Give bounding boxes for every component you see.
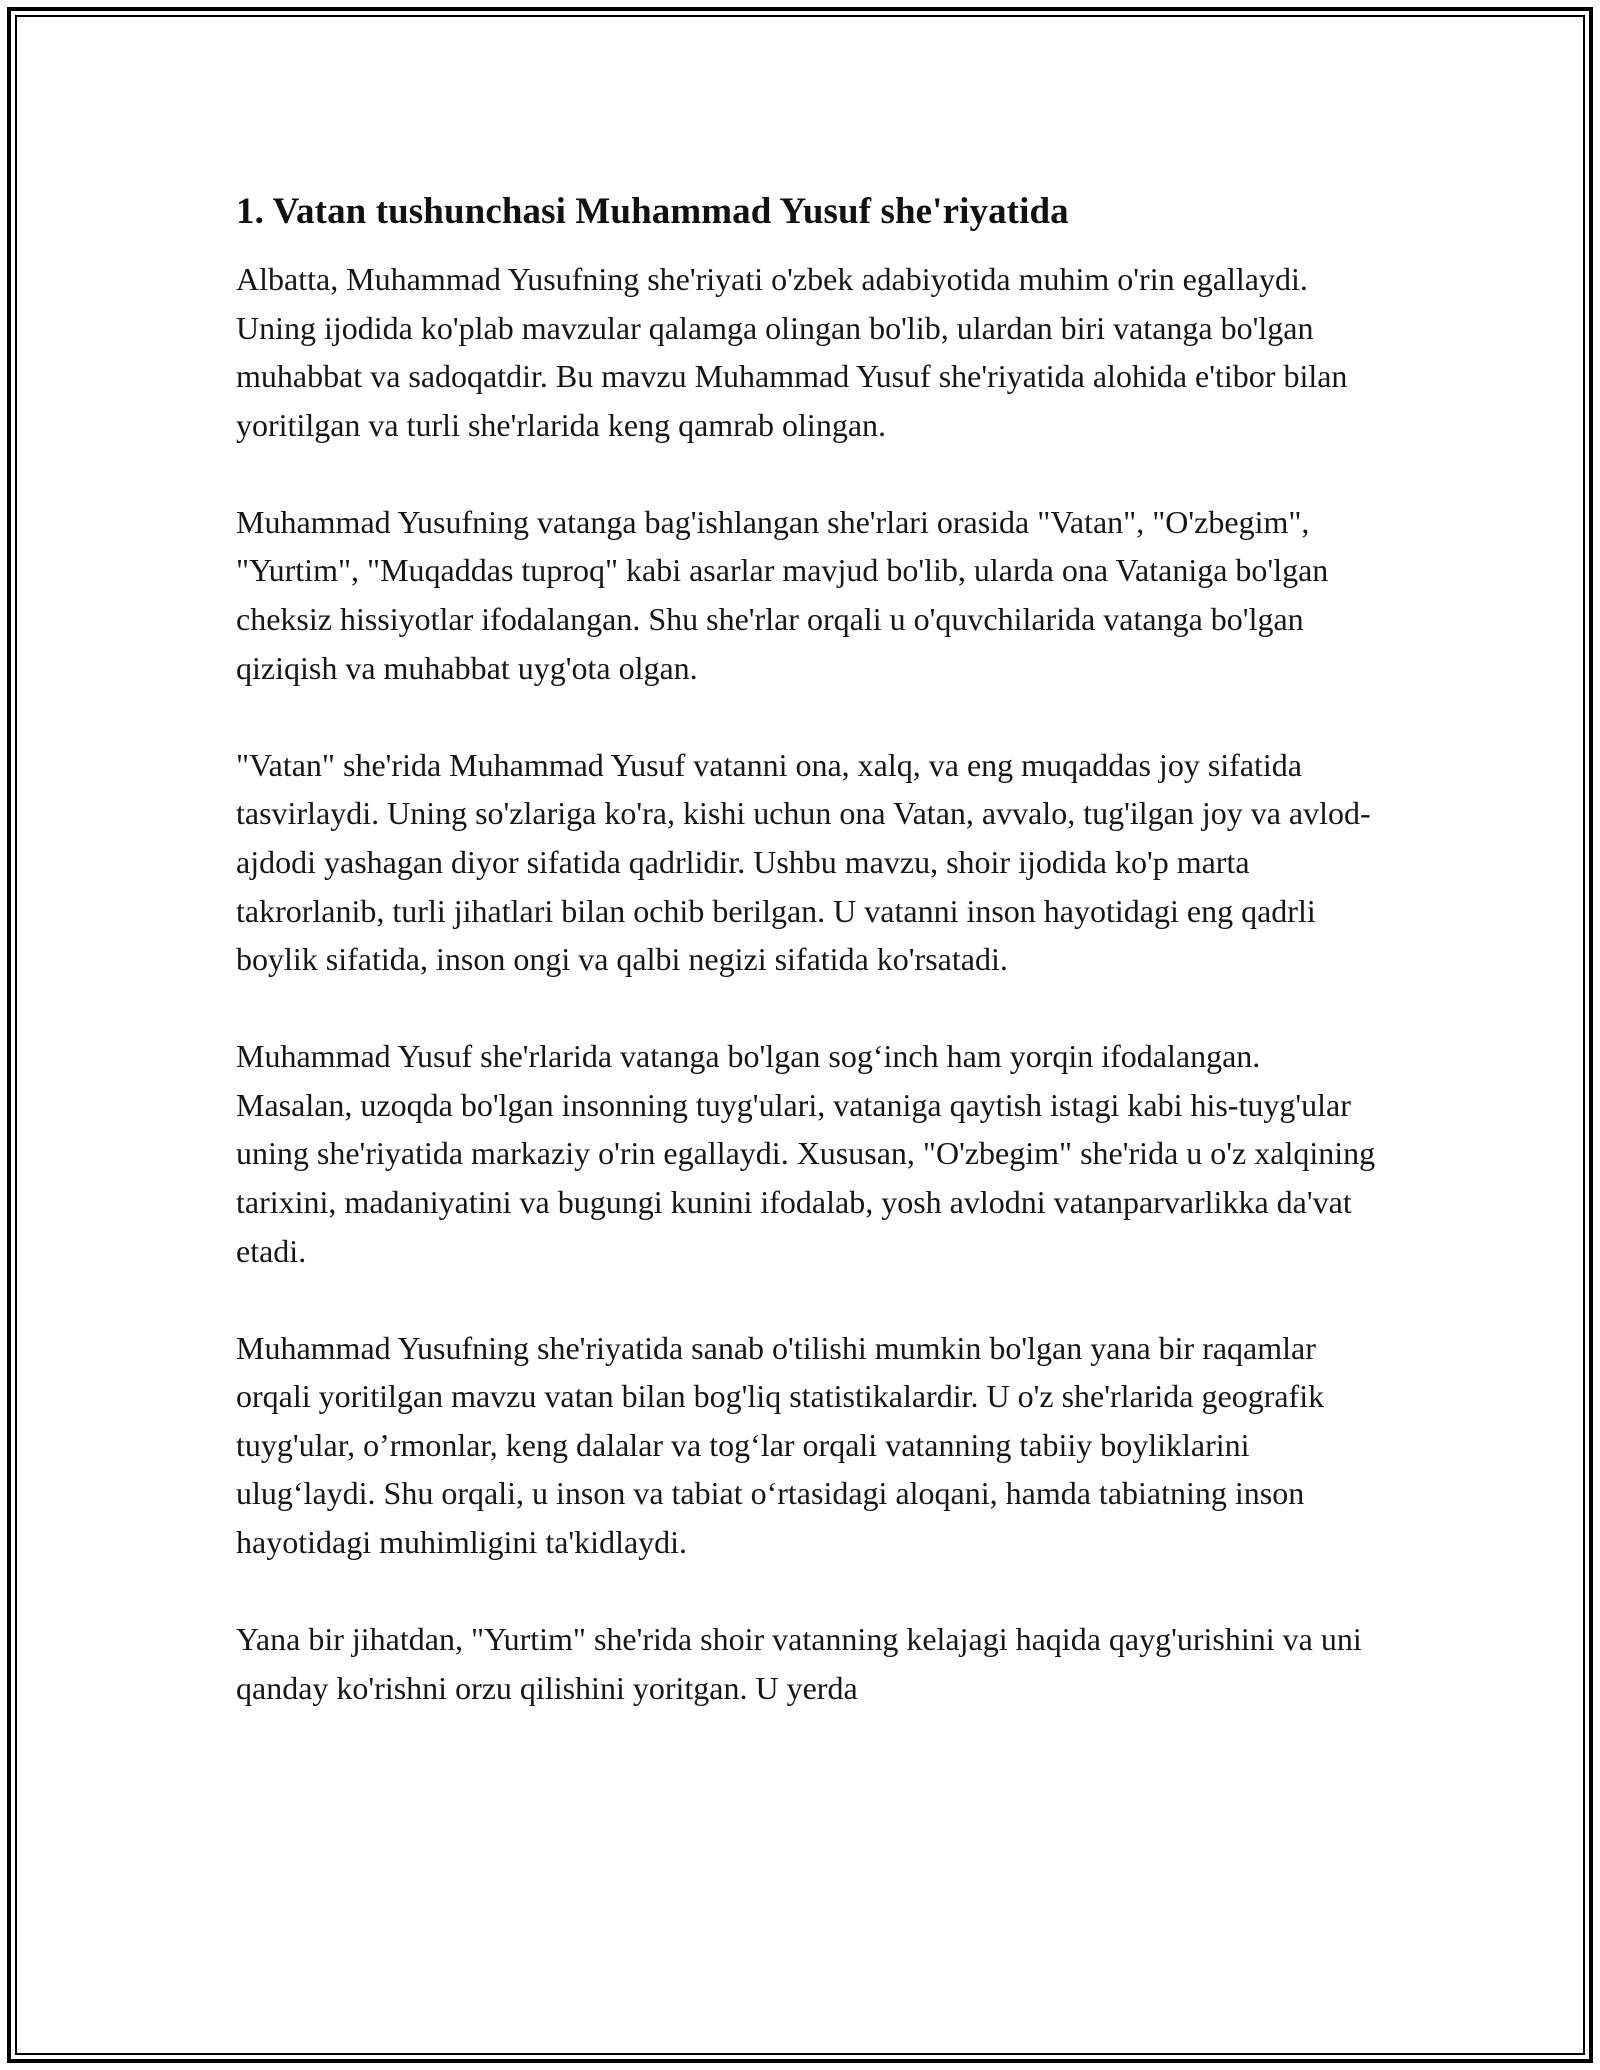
paragraph-5: Muhammad Yusufning she'riyatida sanab o'tilishi mumkin bo'lgan yana bir raqamlar orqali yoritilgan mavzu vatan bilan bog'liq statistikalardir. U o'z she'rlarida geografik tuyg'ular, o’rmonlar, keng dalalar va tog‘lar orqali vatanning tabiiy boyliklarini ulug‘laydi. Shu orqali, u inson va tabiat o‘rtasidagi aloqani, hamda tabiatning inson hayotidagi muhimligini ta'kidlaydi. <box>236 1329 1325 1561</box>
paragraph-6: Yana bir jihatdan, "Yurtim" she'rida shoir vatanning kelajagi haqida qayg'urishini va uni qanday ko'rishni orzu qilishini yoritgan. U yerda <box>236 1621 1362 1706</box>
document-body <box>236 188 1376 1712</box>
paragraph-2: Muhammad Yusufning vatanga bag'ishlangan she'rlari orasida "Vatan", "O'zbegim", "Yurtim", "Muqaddas tuproq" kabi asarlar mavjud bo'lib, ularda ona Vataniga bo'lgan cheksiz hissiyotlar ifodalangan. Shu she'rlar orqali u o'quvchilarida vatanga bo'lgan qiziqish va muhabbat uyg'ota olgan. <box>236 503 1329 686</box>
section-heading: 1. Vatan tushunchasi Muhammad Yusuf she'riyatida <box>236 191 1069 232</box>
paragraph-1: Albatta, Muhammad Yusufning she'riyati o'zbek adabiyotida muhim o'rin egallaydi. Uning ijodida ko'plab mavzular qalamga olingan bo'lib, ulardan biri vatanga bo'lgan muhabbat va sadoqatdir. Bu mavzu Muhammad Yusuf she'riyatida alohida e'tibor bilan yoritilgan va turli she'rlarida keng qamrab olingan. <box>236 261 1348 443</box>
paragraph-3: "Vatan" she'rida Muhammad Yusuf vatanni ona, xalq, va eng muqaddas joy sifatida tasvirlaydi. Uning so'zlariga ko'ra, kishi uchun ona Vatan, avvalo, tug'ilgan joy va avlod-ajdodi yashagan diyor sifatida qadrlidir. Ushbu mavzu, shoir ijodida ko'p marta takrorlanib, turli jihatlari bilan ochib berilgan. U vatanni inson hayotidagi eng qadrli boylik sifatida, inson ongi va qalbi negizi sifatida ko'rsatadi. <box>236 746 1371 978</box>
paragraph-4: Muhammad Yusuf she'rlarida vatanga bo'lgan sog‘inch ham yorqin ifodalangan. Masalan, uzoqda bo'lgan insonning tuyg'ulari, vataniga qaytish istagi kabi his-tuyg'ular uning she'riyatida markaziy o'rin egallaydi. Xususan, "O'zbegim" she'rida u o'z xalqining tarixini, madaniyatini va bugungi kunini ifodalab, yosh avlodni vatanparvarlikka da'vat etadi. <box>236 1038 1376 1269</box>
